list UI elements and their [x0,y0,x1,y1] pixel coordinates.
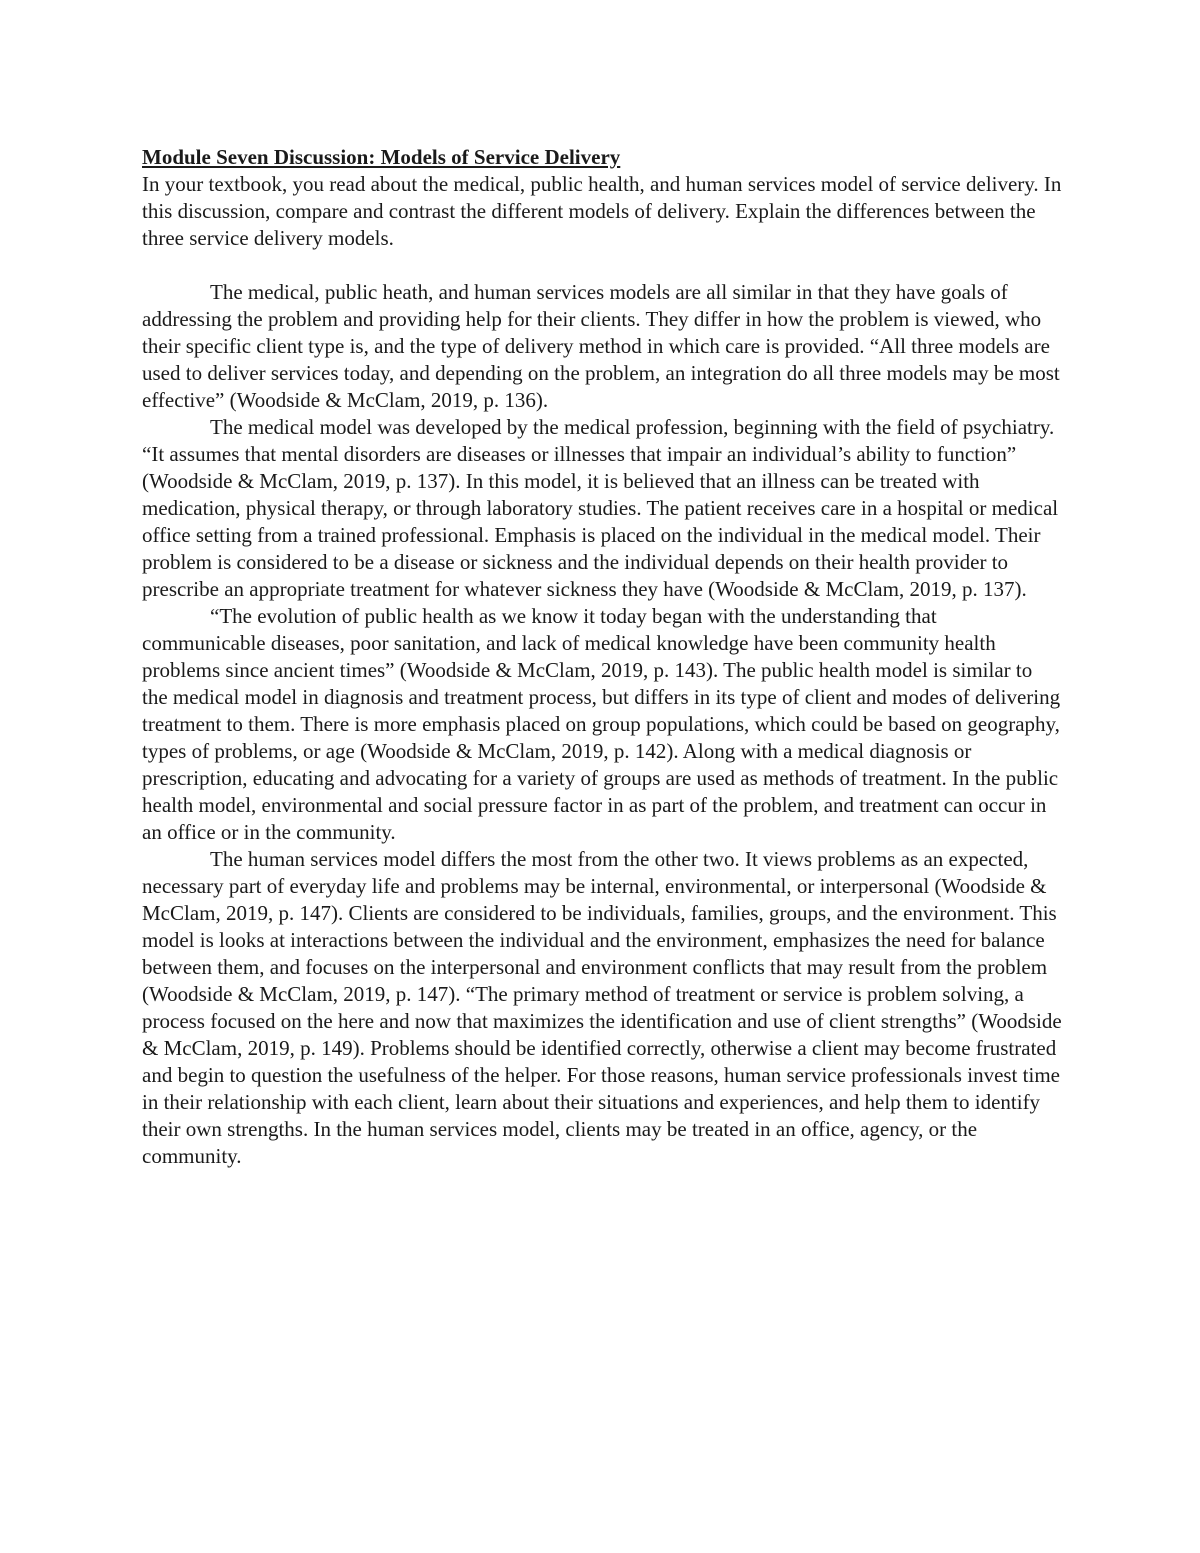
paragraph-overview: The medical, public heath, and human services models are all similar in that they have goals of addressing the problem and providing help for their clients. They differ in how the problem is viewed, who their specific client type is, and the type of delivery method in which care is provided. “All three models are used to deliver services today, and depending on the problem, an integration do all three models may be most effective” (Woodside & McClam, 2019, p. 136). [142,280,1060,412]
document-title: Module Seven Discussion: Models of Service Delivery [142,145,621,169]
document-body [142,144,1062,1170]
paragraph-medical-model: The medical model was developed by the medical profession, beginning with the field of psychiatry. “It assumes that mental disorders are diseases or illnesses that impair an individual’s ability to function” (Woodside & McClam, 2019, p. 137). In this model, it is believed that an illness can be treated with medication, physical therapy, or through laboratory studies. The patient receives care in a hospital or medical office setting from a trained professional. Emphasis is placed on the individual in the medical model. Their problem is considered to be a disease or sickness and the individual depends on their health provider to prescribe an appropriate treatment for whatever sickness they have (Woodside & McClam, 2019, p. 137). [142,415,1059,601]
blank-line [142,252,1062,279]
paragraph-public-health-model: “The evolution of public health as we know it today began with the understanding that communicable diseases, poor sanitation, and lack of medical knowledge have been community health problems since ancient times” (Woodside & McClam, 2019, p. 143). The public health model is similar to the medical model in diagnosis and treatment process, but differs in its type of client and modes of delivering treatment to them. There is more emphasis placed on group populations, which could be based on geography, types of problems, or age (Woodside & McClam, 2019, p. 142). Along with a medical diagnosis or prescription, educating and advocating for a variety of groups are used as methods of treatment. In the public health model, environmental and social pressure factor in as part of the problem, and treatment can occur in an office or in the community. [142,604,1061,844]
paragraph-human-services-model: The human services model differs the most from the other two. It views problems as an expected, necessary part of everyday life and problems may be internal, environmental, or interpersonal (Woodside & McClam, 2019, p. 147). Clients are considered to be individuals, families, groups, and the environment. This model is looks at interactions between the individual and the environment, emphasizes the need for balance between them, and focuses on the interpersonal and environment conflicts that may result from the problem (Woodside & McClam, 2019, p. 147). “The primary method of treatment or service is problem solving, a process focused on the here and now that maximizes the identification and use of client strengths” (Woodside & McClam, 2019, p. 149). Problems should be identified correctly, otherwise a client may become frustrated and begin to question the usefulness of the helper. For those reasons, human service professionals invest time in their relationship with each client, learn about their situations and experiences, and help them to identify their own strengths. In the human services model, clients may be treated in an office, agency, or the community. [142,847,1062,1168]
discussion-prompt: In your textbook, you read about the medical, public health, and human services model of service delivery. In this discussion, compare and contrast the different models of delivery. Explain the differences between the three service delivery models. [142,172,1062,250]
